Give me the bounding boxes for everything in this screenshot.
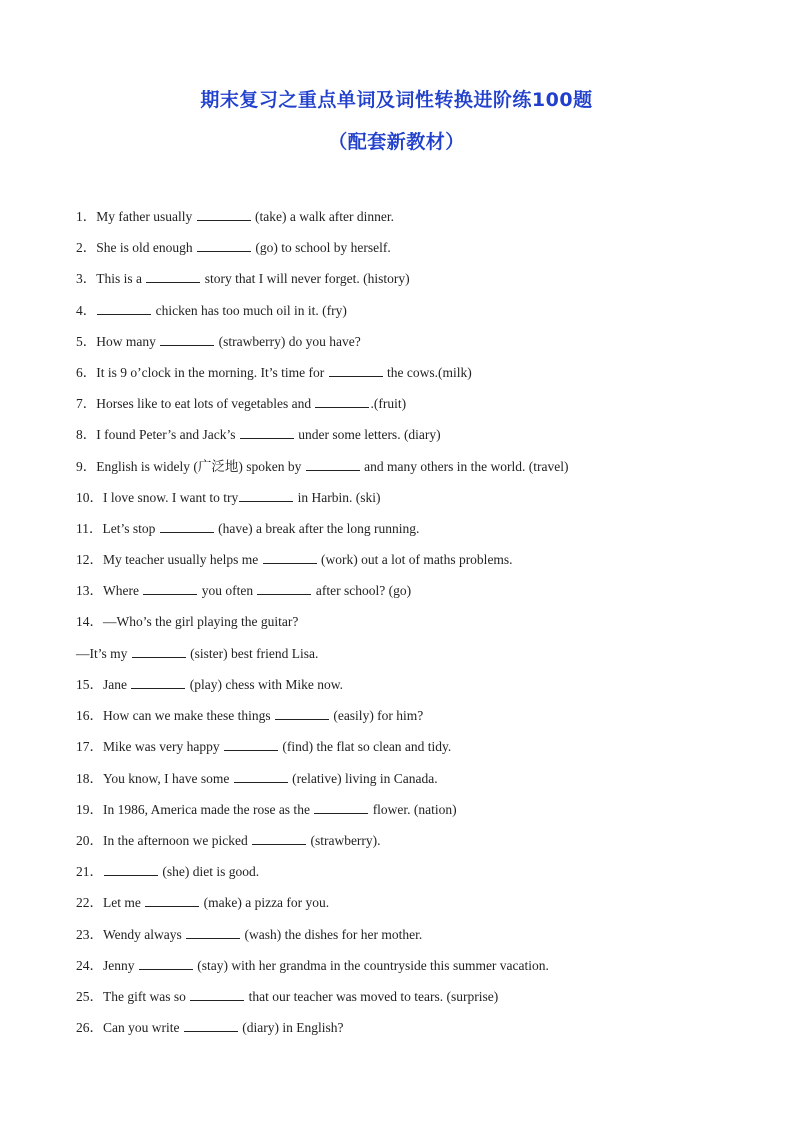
question-text: (easily) for him? — [329, 708, 424, 723]
question-text: (sister) best friend Lisa. — [186, 646, 319, 661]
question-item — [76, 207, 394, 226]
question-item — [76, 488, 380, 507]
question-item — [76, 956, 549, 975]
question-number: 23． — [76, 927, 103, 942]
question-number: 14． — [76, 614, 103, 629]
question-text: You know, I have some — [103, 771, 233, 786]
question-text: She is old enough — [96, 240, 196, 255]
question-text: The gift was so — [103, 989, 190, 1004]
answer-blank[interactable] — [329, 363, 383, 377]
question-text: (stay) with her grandma in the countryside this summer vacation. — [193, 958, 549, 973]
question-text: Jenny — [103, 958, 138, 973]
question-number: 7． — [76, 396, 97, 411]
question-text: after school? (go) — [312, 583, 412, 598]
question-text: in Harbin. (ski) — [294, 490, 381, 505]
question-text: (have) a break after the long running. — [214, 521, 420, 536]
question-number: 19． — [76, 802, 103, 817]
answer-blank[interactable] — [97, 301, 151, 315]
question-item — [76, 301, 347, 320]
question-text: story that I will never forget. (history) — [201, 271, 410, 286]
question-item — [76, 613, 298, 631]
question-text: chicken has too much oil in it. (fry) — [152, 303, 347, 318]
question-item — [76, 332, 361, 351]
answer-blank[interactable] — [197, 238, 251, 252]
answer-blank[interactable] — [306, 457, 360, 471]
question-text: Horses like to eat lots of vegetables and — [96, 396, 315, 411]
question-text: Wendy always — [103, 927, 186, 942]
question-number: 4． — [76, 303, 97, 318]
question-item — [76, 769, 438, 788]
question-text: (she) diet is good. — [159, 864, 260, 879]
answer-blank[interactable] — [184, 1018, 238, 1032]
question-number: 15． — [76, 677, 103, 692]
answer-blank[interactable] — [224, 737, 278, 751]
answer-blank[interactable] — [160, 332, 214, 346]
answer-blank[interactable] — [197, 207, 251, 221]
question-number: 25． — [76, 989, 103, 1004]
question-item — [76, 269, 410, 288]
question-text: (relative) living in Canada. — [288, 771, 438, 786]
question-item — [76, 519, 419, 538]
answer-blank[interactable] — [234, 769, 288, 783]
question-text: Let’s stop — [102, 521, 159, 536]
answer-blank[interactable] — [145, 893, 199, 907]
question-text: —It’s my — [76, 646, 131, 661]
question-text: (make) a pizza for you. — [200, 895, 330, 910]
question-text: (strawberry) do you have? — [215, 334, 361, 349]
answer-blank[interactable] — [239, 488, 293, 502]
question-item — [76, 925, 422, 944]
question-number: 13． — [76, 583, 103, 598]
question-text: that our teacher was moved to tears. (surprise) — [245, 989, 499, 1004]
question-item — [76, 394, 406, 413]
question-text: My teacher usually helps me — [103, 552, 262, 567]
answer-blank[interactable] — [146, 269, 200, 283]
question-text: English is widely (广泛地) spoken by — [96, 459, 305, 474]
question-item — [76, 862, 259, 881]
question-number: 20． — [76, 833, 103, 848]
question-text: It is 9 o’clock in the morning. It’s time for — [96, 365, 328, 380]
question-number: 24． — [76, 958, 103, 973]
question-item — [76, 706, 423, 725]
question-text: under some letters. (diary) — [294, 427, 441, 442]
question-text: I found Peter’s and Jack’s — [96, 427, 239, 442]
answer-blank[interactable] — [314, 800, 368, 814]
question-number: 10． — [76, 490, 103, 505]
question-number: 6． — [76, 365, 97, 380]
question-text: (take) a walk after dinner. — [251, 209, 395, 224]
question-text: Where — [103, 583, 143, 598]
question-number: 21． — [76, 864, 103, 879]
answer-blank[interactable] — [131, 675, 185, 689]
question-number: 3． — [76, 271, 97, 286]
question-number: 5． — [76, 334, 97, 349]
page-subtitle: （配套新教材） — [328, 131, 465, 153]
answer-blank[interactable] — [160, 519, 214, 533]
question-number: 11． — [76, 521, 103, 536]
question-number: 8． — [76, 427, 97, 442]
question-text: (diary) in English? — [238, 1020, 344, 1035]
answer-blank[interactable] — [263, 550, 317, 564]
question-text: (play) chess with Mike now. — [186, 677, 343, 692]
answer-blank[interactable] — [190, 987, 244, 1001]
question-text: I love snow. I want to try — [103, 490, 239, 505]
question-item — [76, 425, 441, 444]
question-item — [76, 800, 457, 819]
question-text: My father usually — [96, 209, 196, 224]
question-text: (go) to school by herself. — [252, 240, 391, 255]
question-item — [76, 987, 498, 1006]
question-text: the cows.(milk) — [383, 365, 472, 380]
answer-blank[interactable] — [257, 581, 311, 595]
question-text: (wash) the dishes for her mother. — [241, 927, 423, 942]
question-text: This is a — [96, 271, 146, 286]
question-text: How many — [96, 334, 160, 349]
answer-blank[interactable] — [275, 706, 329, 720]
question-item — [76, 581, 411, 600]
answer-blank[interactable] — [240, 425, 294, 439]
question-text: Jane — [103, 677, 131, 692]
question-text: In the afternoon we picked — [103, 833, 252, 848]
question-number: 18． — [76, 771, 103, 786]
answer-blank[interactable] — [143, 581, 197, 595]
question-item — [76, 1018, 343, 1037]
question-text: (find) the flat so clean and tidy. — [278, 739, 452, 754]
question-item — [76, 893, 329, 912]
question-number: 1． — [76, 209, 97, 224]
question-text: flower. (nation) — [369, 802, 457, 817]
question-text: (strawberry). — [307, 833, 381, 848]
question-item — [76, 363, 472, 382]
answer-blank[interactable] — [252, 831, 306, 845]
question-text: —Who’s the girl playing the guitar? — [103, 614, 299, 629]
question-text: (work) out a lot of maths problems. — [317, 552, 513, 567]
question-item — [76, 831, 381, 850]
answer-blank[interactable] — [315, 394, 369, 408]
answer-blank[interactable] — [132, 644, 186, 658]
question-item — [76, 737, 451, 756]
question-text: Let me — [103, 895, 145, 910]
question-number: 17． — [76, 739, 103, 754]
page-title: 期末复习之重点单词及词性转换进阶练100题 — [200, 89, 593, 111]
answer-blank[interactable] — [186, 925, 240, 939]
question-text: .(fruit) — [370, 396, 407, 411]
question-number: 12． — [76, 552, 103, 567]
question-item — [76, 457, 568, 476]
question-item — [76, 550, 513, 569]
question-text: Can you write — [103, 1020, 183, 1035]
question-text: you often — [198, 583, 257, 598]
question-number: 2． — [76, 240, 97, 255]
answer-blank[interactable] — [139, 956, 193, 970]
question-number: 26． — [76, 1020, 103, 1035]
question-text: How can we make these things — [103, 708, 274, 723]
question-text: Mike was very happy — [103, 739, 223, 754]
question-number: 9． — [76, 459, 97, 474]
question-number: 22． — [76, 895, 103, 910]
answer-blank[interactable] — [104, 862, 158, 876]
question-number: 16． — [76, 708, 103, 723]
question-text: In 1986, America made the rose as the — [103, 802, 314, 817]
question-text: and many others in the world. (travel) — [360, 459, 569, 474]
question-item — [76, 644, 318, 663]
question-item — [76, 238, 391, 257]
question-item — [76, 675, 343, 694]
